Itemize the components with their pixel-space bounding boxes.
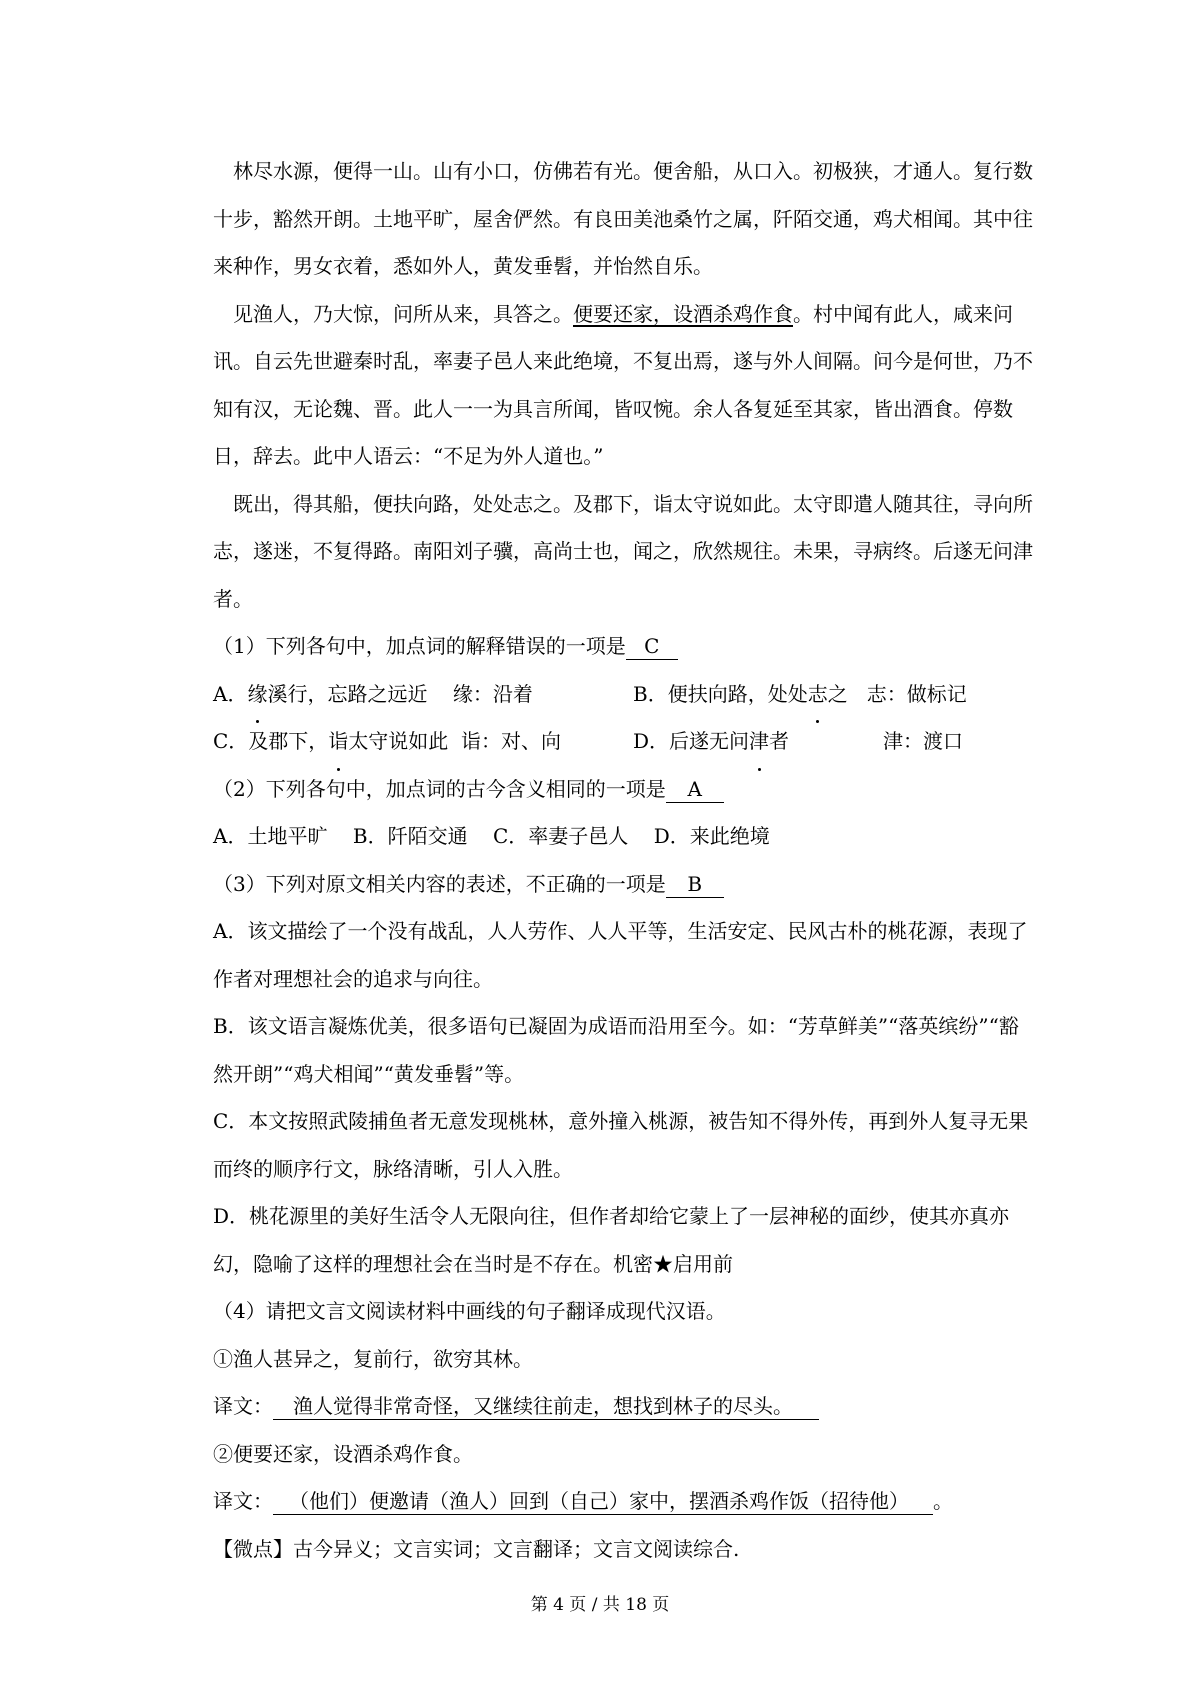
underlined-sentence: 便要还家，设酒杀鸡作食 (573, 301, 793, 326)
q4-translation-2-row: 译文： （他们）便邀请（渔人）回到（自己）家中，摆酒杀鸡作饭（招待他） 。 (213, 1489, 953, 1513)
q3-option-a: A．该文描绘了一个没有战乱，人人劳作、人人平等，生活安定、民风古朴的桃花源，表现了作者对理想社会的追求与向往。 (213, 919, 1028, 991)
question-4-stem: （4）请把文言文阅读材料中画线的句子翻译成现代汉语。 (213, 1299, 726, 1323)
q3-option-b: B．该文语言凝炼优美，很多语句已凝固为成语而沿用至今。如：“芳草鲜美”“落英缤纷”“豁然开朗”“鸡犬相闻”“黄发垂髫”等。 (213, 1014, 1019, 1086)
q1-option-d-gloss: 津：渡口 (883, 729, 963, 753)
passage-p2-rest: 。村中闻有此人，咸来问讯。自云先世避秦时乱，率妻子邑人来此绝境，不复出焉，遂与外人间隔。问今是何世，乃不知有汉，无论魏、晋。此人一一为具言所闻，皆叹惋。余人各复延至其家，皆出酒食。停数日，辞去。此中人语云：“不足为外人道也。” (213, 301, 1033, 468)
q1-option-a: A．缘溪行，忘路之远近 缘：沿着 (213, 671, 633, 719)
q4-sentence-1: ①渔人甚异之，复前行，欲穷其林。 (213, 1346, 533, 1371)
q1-option-b: B．便扶向路，处处志之 志：做标记 (633, 671, 1033, 719)
question-2-options: A．土地平旷 B．阡陌交通 C．率妻子邑人 D．来此绝境 (213, 824, 770, 848)
q4-translation-1: 渔人觉得非常奇怪，又继续往前走，想找到林子的尽头。 (273, 1393, 819, 1420)
passage-paragraph-2 (213, 291, 1033, 481)
passage-paragraph-3: 既出，得其船，便扶向路，处处志之。及郡下，诣太守说如此。太守即遣人随其往，寻向所志，遂迷，不复得路。南阳刘子骥，高尚士也，闻之，欣然规往。未果，寻病终。后遂无问津者。 (213, 491, 1033, 611)
q3-option-d: D．桃花源里的美好生活令人无限向往，但作者却给它蒙上了一层神秘的面纱，使其亦真亦幻，隐喻了这样的理想社会在当时是不存在。机密★启用前 (213, 1204, 1010, 1276)
knowledge-points: 【微点】古今异义；文言实词；文言翻译；文言文阅读综合. (213, 1536, 740, 1561)
question-3-stem: （3）下列对原文相关内容的表述，不正确的一项是 B (213, 861, 1033, 909)
q4-sentence-2: ②便要还家，设酒杀鸡作食。 (213, 1441, 473, 1466)
q1-c-dotted-word: 诣 (328, 718, 348, 766)
question-1-stem: （1）下列各句中，加点词的解释错误的一项是 C (213, 623, 1033, 671)
q1-option-c: C．及郡下，诣太守说如此 诣：对、向 (213, 718, 633, 766)
question-3-answer: B (666, 871, 724, 898)
page-footer: 第 4 页 / 共 18 页 (530, 1595, 670, 1615)
q4-translation-1-row: 译文： 渔人觉得非常奇怪，又继续往前走，想找到林子的尽头。 (213, 1383, 1033, 1431)
document-content (213, 148, 1033, 1573)
question-1-options-row-2 (213, 718, 1033, 766)
passage-paragraph-1: 林尽水源，便得一山。山有小口，仿佛若有光。便舍船，从口入。初极狭，才通人。复行数十步，豁然开朗。土地平旷，屋舍俨然。有良田美池桑竹之属，阡陌交通，鸡犬相闻。其中往来种作，男女衣着，悉如外人，黄发垂髫，并怡然自乐。 (213, 159, 1033, 278)
q1-d-dotted-word: 津 (749, 718, 769, 766)
question-2-stem: （2）下列各句中，加点词的古今含义相同的一项是 A (213, 766, 1033, 814)
q4-translation-2: （他们）便邀请（渔人）回到（自己）家中，摆酒杀鸡作饭（招待他） (273, 1488, 933, 1515)
q3-option-c: C．本文按照武陵捕鱼者无意发现桃林，意外撞入桃源，被告知不得外传，再到外人复寻无果而终的顺序行文，脉络清晰，引人入胜。 (213, 1109, 1029, 1181)
question-1-answer: C (626, 633, 678, 660)
q1-option-d: D．后遂无问津者 (633, 718, 883, 766)
passage-p2-start: 见渔人，乃大惊，问所从来，具答之。 (233, 301, 573, 326)
question-2-answer: A (666, 776, 724, 803)
question-1-options-row-1 (213, 671, 1033, 719)
q1-b-dotted-word: 志 (808, 671, 828, 719)
q1-a-dotted-word: 缘 (247, 671, 267, 719)
